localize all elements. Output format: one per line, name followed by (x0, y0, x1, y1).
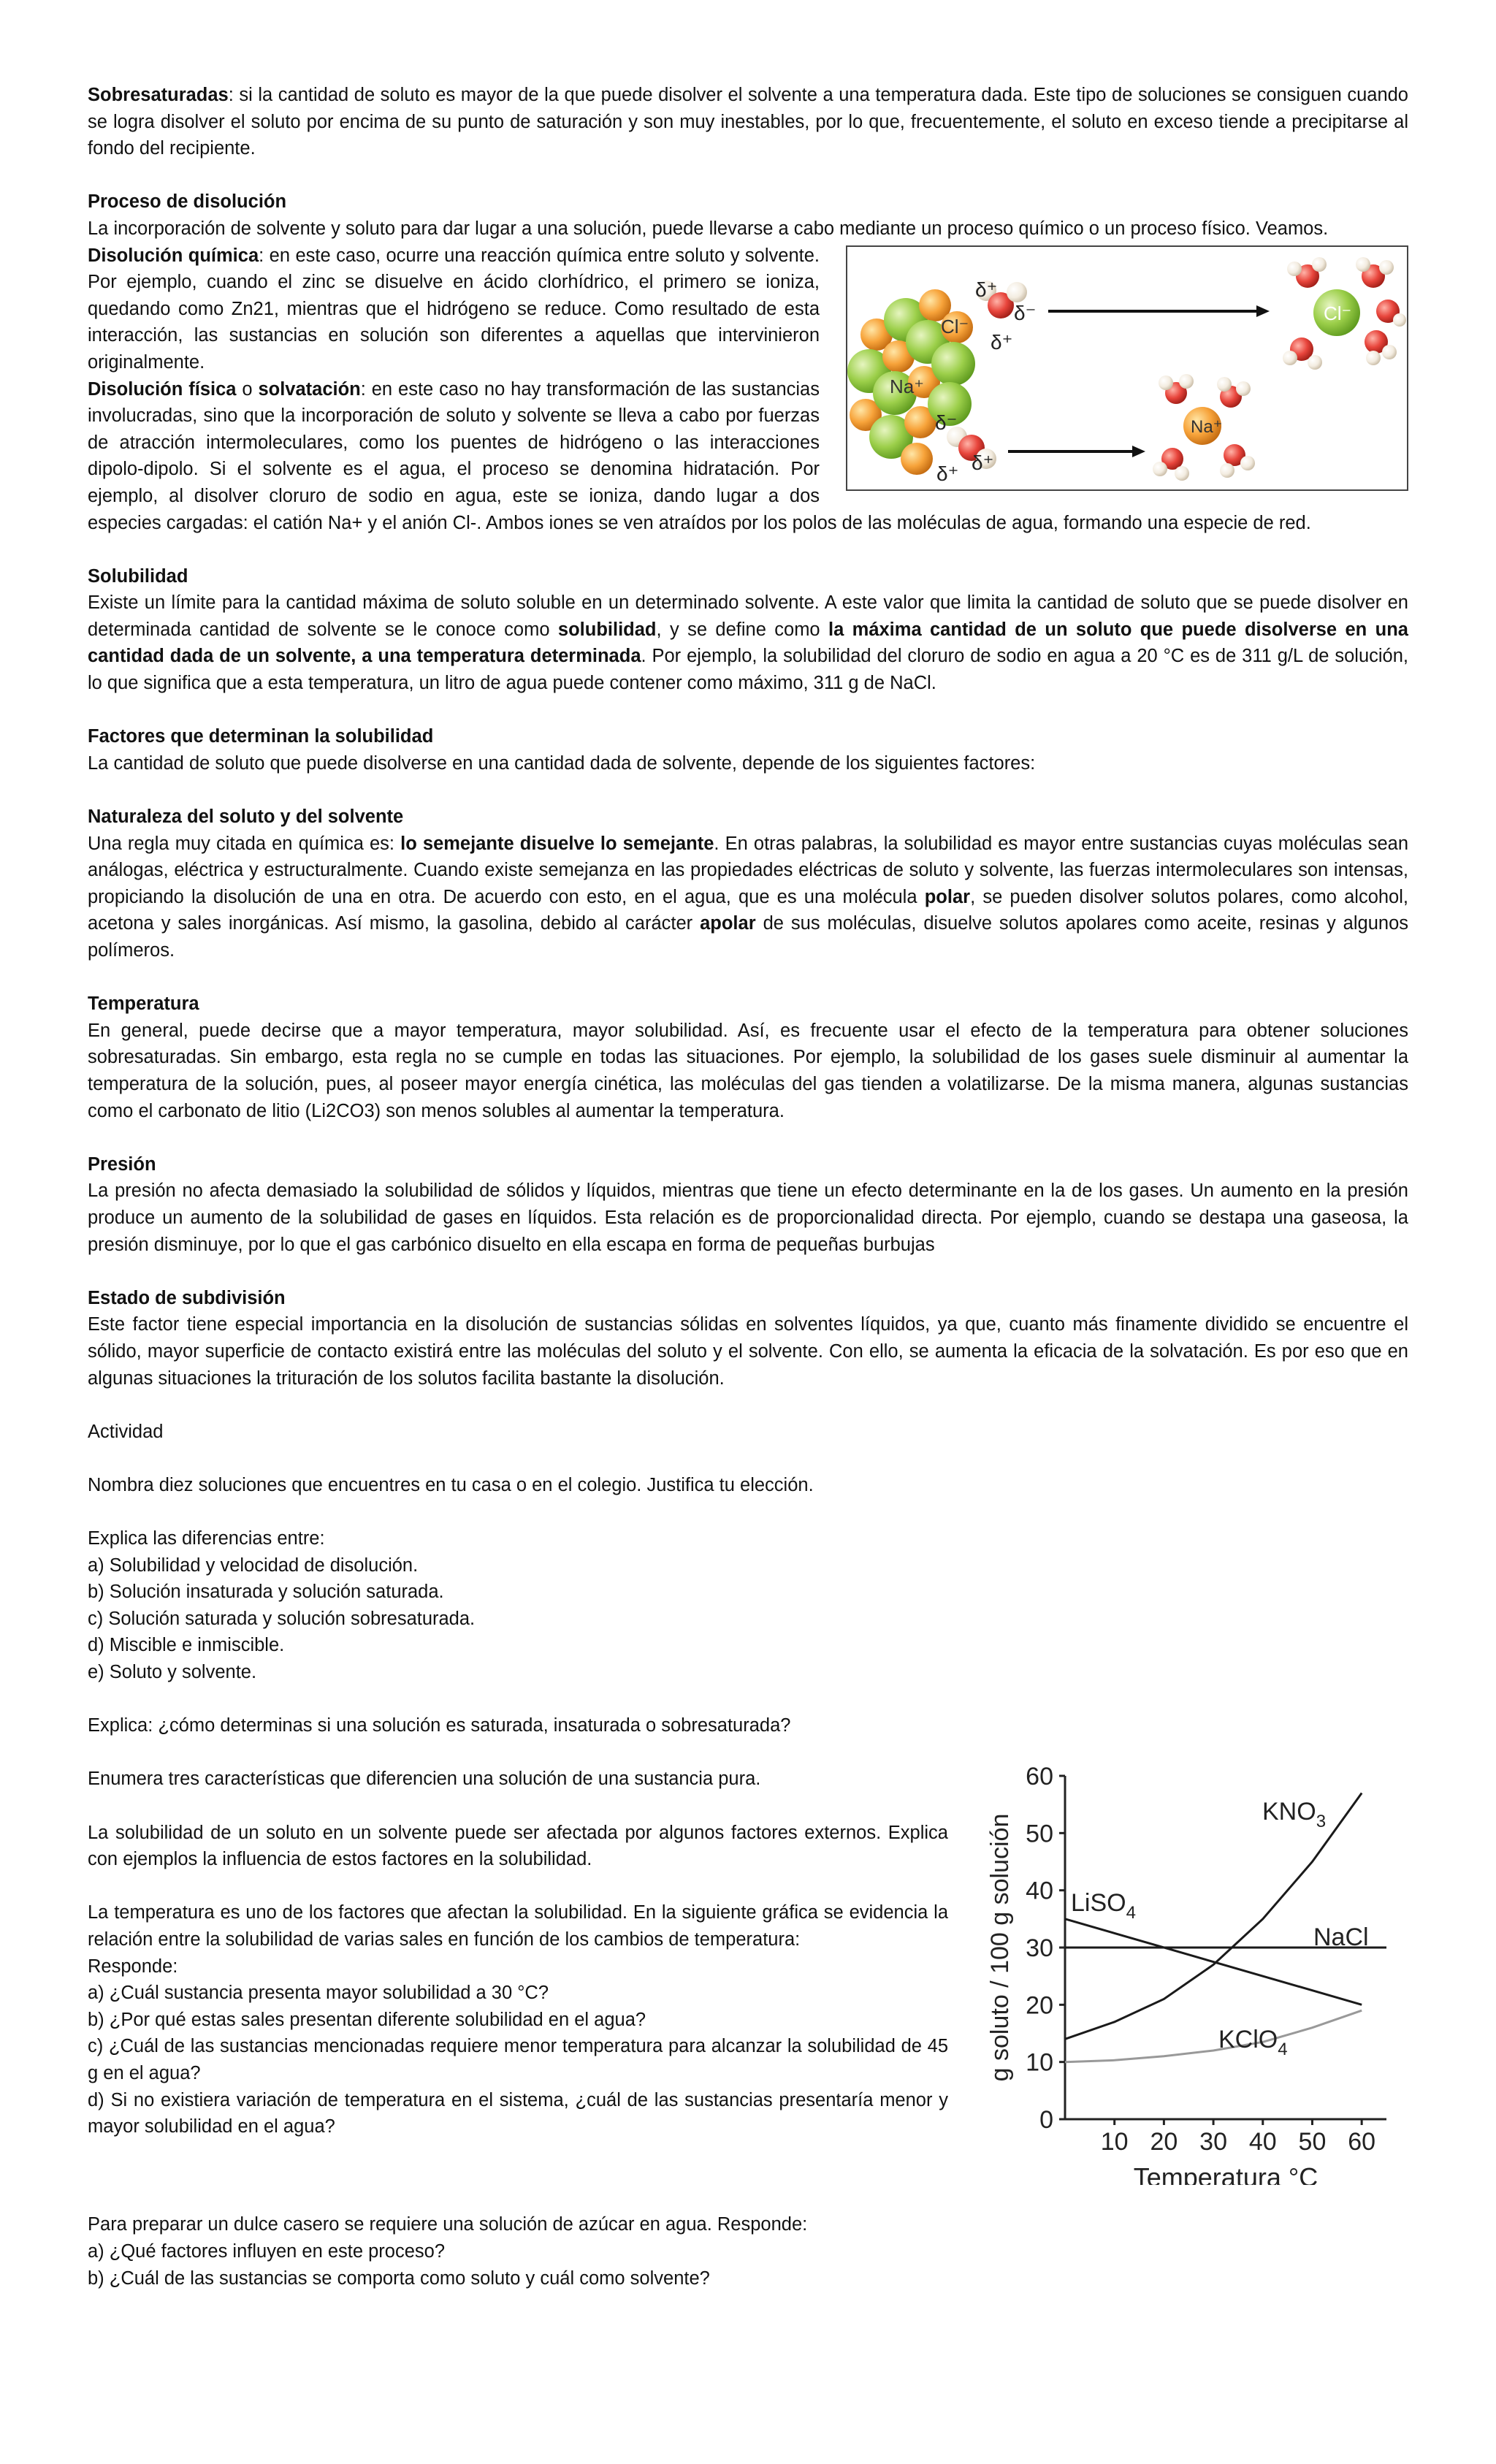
solvatacion-term: solvatación (258, 378, 361, 400)
y-tick-label: 10 (1026, 2048, 1053, 2077)
temperatura-heading: Temperatura (88, 993, 199, 1015)
q6-intro: La temperatura es uno de los factores que afectan la solubilidad. En la siguiente gráfica se evidencia la relación entre la solubilidad de varias sales en función de los cambios de temperatura: (88, 1902, 948, 1950)
sobresaturadas-paragraph (88, 82, 1408, 162)
y-tick-label: 50 (1026, 1820, 1053, 1848)
nacl-hydration-diagram (847, 247, 1407, 489)
factores-paragraph: La cantidad de soluto que puede disolverse en una cantidad dada de solvente, depende de los siguientes factores: (88, 752, 1036, 774)
delta-plus-1: δ⁺ (975, 278, 998, 301)
x-tick-label: 10 (1100, 2127, 1129, 2156)
dissolution-figure (846, 245, 1408, 494)
x-tick-label: 60 (1348, 2127, 1376, 2156)
naturaleza-heading: Naturaleza del soluto y del solvente (88, 806, 404, 828)
disolucion-quimica-text: : en este caso, ocurre una reacción química entre soluto y solvente. Por ejemplo, cuando el zinc se disuelve en ácido clorhídrico, el primero se ioniza, quedando como Zn21, mientras que el hidrógeno se reduce. Como resultado de esta interacción, las sustancias en solución son diferentes a aquellas que intervinieron originalmente. (88, 245, 820, 373)
actividad-q2 (88, 1525, 1408, 1686)
subdivision-heading: Estado de subdivisión (88, 1287, 286, 1308)
actividad-q5: La solubilidad de un soluto en un solvente puede ser afectada por algunos factores externos. Explica con ejemplos la influencia de estos factores en la solubilidad. (88, 1822, 948, 1870)
solubilidad-text-2: , y se define como (656, 619, 828, 640)
document-page (88, 82, 1408, 2292)
actividad-q3: Explica: ¿cómo determinas si una solución es saturada, insaturada o sobresaturada? (88, 1715, 791, 1736)
x-tick-label: 40 (1248, 2127, 1277, 2156)
q6-item: c) ¿Cuál de las sustancias mencionadas requiere menor temperatura para alcanzar la solubilidad de 45 g en el agua? (88, 2036, 948, 2083)
solubility-chart-svg (977, 1761, 1408, 2185)
subdivision-paragraph: Este factor tiene especial importancia en la disolución de sustancias sólidas en solventes líquidos, ya que, cuanto más finamente dividido se encuentre el sólido, mayor superficie de contacto existirá entre las moléculas del soluto y el solvente. Con ello, se aumenta la eficacia de la solvatación. Es por eso que en algunas situaciones la trituración de los solutos facilita bastante la disolución. (88, 1314, 1408, 1389)
x-axis-label: Temperatura °C (1133, 2162, 1318, 2185)
cl-label-right: Cl⁻ (1324, 302, 1352, 324)
actividad-q4: Enumera tres características que diferencien una solución de una sustancia pura. (88, 1769, 761, 1790)
q2-item: b) Solución insaturada y solución saturada. (88, 1582, 444, 1603)
series-label-kclo4: KClO$_4$ (1218, 2025, 1288, 2059)
y-axis-label: g soluto / 100 g solución (986, 1813, 1014, 2082)
y-tick-label: 40 (1026, 1877, 1053, 1905)
naturaleza-text-2: . En otras palabras, la solubilidad es mayor entre sustancias cuyas moléculas sean análogas, eléctrica y estructuralmente. Cuando existe semejanza en las propiedades eléctricas de soluto y solvente, las fuerzas intermoleculares son intensas, propiciando la disolución de una en otra. De acuerdo con esto, en el agua, que es una molécula (88, 833, 1408, 907)
delta-plus-2: δ⁺ (991, 330, 1013, 354)
na-label-right: Na⁺ (1191, 416, 1223, 437)
naturaleza-text-3: , se pueden disolver solutos polares, como alcohol, acetona y sales inorgánicas. Así mismo, la gasolina, debido al carácter (88, 886, 1408, 934)
q2-item: c) Solución saturada y solución sobresaturada. (88, 1608, 476, 1629)
solubilidad-paragraph (88, 590, 1408, 696)
disolucion-fisica-term: Disolución física (88, 378, 237, 400)
actividad-q7 (88, 2211, 1408, 2292)
series-label-nacl: NaCl (1313, 1923, 1369, 1951)
q6-item: a) ¿Cuál sustancia presenta mayor solubilidad a 30 °C? (88, 1983, 549, 2004)
sobresaturadas-text: : si la cantidad de soluto es mayor de la que puede disolver el solvente a una temperatura dada. Este tipo de soluciones se consiguen cuando se logra disolver el soluto por encima de su punto de saturación y son muy inestables, por lo que, frecuentemente, el soluto en exceso tiende a precipitarse al fondo del recipiente. (88, 85, 1408, 159)
y-tick-label: 30 (1026, 1934, 1053, 1962)
q7-item: b) ¿Cuál de las sustancias se comporta como soluto y cuál como solvente? (88, 2267, 710, 2289)
actividad-q1: Nombra diez soluciones que encuentres en tu casa o en el colegio. Justifica tu elección. (88, 1474, 814, 1495)
q6-responde: Responde: (88, 1956, 178, 1977)
disolucion-fisica-text: : en este caso no hay transformación de las sustancias involucradas, sino que la incorporación de soluto y solvente se lleva a cabo por fuerzas de atracción intermoleculares, como los puentes de hidrógeno o las interacciones dipolo-dipolo. Si el solvente es el agua, el proceso se denomina hidratación. Por ejemplo, al disolver cloruro de sodio en agua, este se ioniza, dando lugar a dos especies cargadas: el catión Na+ y el anión Cl-. Ambos iones se ven atraídos por los polos de las moléculas de agua, formando una especie de red. (88, 378, 1311, 533)
y-tick-label: 60 (1026, 1762, 1053, 1790)
proceso-intro: La incorporación de solvente y soluto para dar lugar a una solución, puede llevarse a cabo mediante un proceso químico o un proceso físico. Veamos. (88, 218, 1329, 239)
solubilidad-heading: Solubilidad (88, 565, 188, 587)
presion-heading: Presión (88, 1153, 156, 1175)
q6-item: d) Si no existiera variación de temperatura en el sistema, ¿cuál de las sustancias presentaría menor y mayor solubilidad en el agua? (88, 2089, 948, 2137)
series-label-kno3: $KNO_3$ (1262, 1797, 1327, 1831)
presion-paragraph: La presión no afecta demasiado la solubilidad de sólidos y líquidos, mientras que tiene un efecto determinante en la de los gases. Un aumento en la presión produce un aumento de la solubilidad de gases en líquidos. Esta relación es de proporcionalidad directa. Por ejemplo, cuando se destapa una gaseosa, la presión disminuye, por lo que el gas carbónico disuelto en ella escapa en forma de pequeñas burbujas (88, 1180, 1408, 1255)
na-label-left: Na⁺ (890, 375, 924, 397)
q6-item: b) ¿Por qué estas sales presentan diferente solubilidad en el agua? (88, 2009, 646, 2030)
q2-item: a) Solubilidad y velocidad de disolución. (88, 1555, 419, 1576)
solubilidad-text-3: . Por ejemplo, la solubilidad del cloruro de sodio en agua a 20 °C es de 311 g/L de solución, lo que significa que a esta temperatura, un litro de agua puede contener como máximo, 311 g de NaCl. (88, 646, 1409, 694)
temperatura-paragraph: En general, puede decirse que a mayor temperatura, mayor solubilidad. Así, es frecuente usar el efecto de la temperatura para obtener soluciones sobresaturadas. Sin embargo, esta regla no se cumple en todas las situaciones. Por ejemplo, la solubilidad de los gases suele disminuir al aumentar la temperatura de la solución, pues, al poseer mayor energía cinética, las moléculas del gas tienden a volatilizarse. De la misma manera, algunas sustancias como el carbonato de litio (Li2CO3) son menos solubles al aumentar la temperatura. (88, 1020, 1408, 1121)
y-tick-label: 0 (1039, 2105, 1053, 2134)
series-line-kclo4 (1065, 2010, 1362, 2062)
naturaleza-text-1: Una regla muy citada en química es: (88, 833, 401, 854)
delta-minus-1: δ⁻ (1014, 301, 1037, 324)
naturaleza-text-4: de sus moléculas, disuelve solutos apolares como aceite, resinas y algunos polímeros. (88, 913, 1408, 961)
solubilidad-text-1: Existe un límite para la cantidad máxima de soluto soluble en un determinado solvente. A este valor que limita la cantidad de soluto que se puede disolver en determinada cantidad de solvente se le conoce como (88, 592, 1408, 640)
delta-plus-3: δ⁺ (972, 451, 994, 474)
naturaleza-apolar: apolar (700, 913, 756, 934)
x-tick-label: 50 (1298, 2127, 1327, 2156)
factores-heading: Factores que determinan la solubilidad (88, 726, 434, 747)
delta-minus-2: δ⁻ (935, 411, 958, 434)
sobresaturadas-term: Sobresaturadas (88, 85, 229, 105)
naturaleza-paragraph (88, 831, 1408, 964)
q2-item: e) Soluto y solvente. (88, 1662, 257, 1683)
q2-intro: Explica las diferencias entre: (88, 1528, 325, 1549)
disolucion-quimica-term: Disolución química (88, 245, 259, 266)
x-tick-label: 20 (1150, 2127, 1178, 2156)
series-label-liso4: LiSO$_4$ (1071, 1888, 1136, 1923)
solubilidad-definition: la máxima cantidad de un soluto que puede disolverse en una cantidad dada de un solvente, a una temperatura determinada (88, 619, 1408, 667)
q7-item: a) ¿Qué factores influyen en este proceso? (88, 2241, 446, 2262)
delta-plus-4: δ⁺ (936, 462, 959, 485)
naturaleza-rule: lo semejante disuelve lo semejante (400, 833, 714, 854)
naturaleza-polar: polar (924, 886, 971, 907)
proceso-heading: Proceso de disolución (88, 191, 287, 213)
cl-label-left: Cl⁻ (941, 315, 969, 337)
actividad-title: Actividad (88, 1421, 164, 1442)
y-tick-label: 20 (1026, 1991, 1053, 2020)
solubilidad-bold-1: solubilidad (557, 619, 657, 640)
solubility-chart (977, 1761, 1408, 2185)
x-tick-label: 30 (1199, 2127, 1227, 2156)
q2-item: d) Miscible e inmiscible. (88, 1635, 285, 1656)
conjunction-o: o (236, 378, 259, 400)
q7-intro: Para preparar un dulce casero se requiere una solución de azúcar en agua. Responde: (88, 2214, 808, 2235)
